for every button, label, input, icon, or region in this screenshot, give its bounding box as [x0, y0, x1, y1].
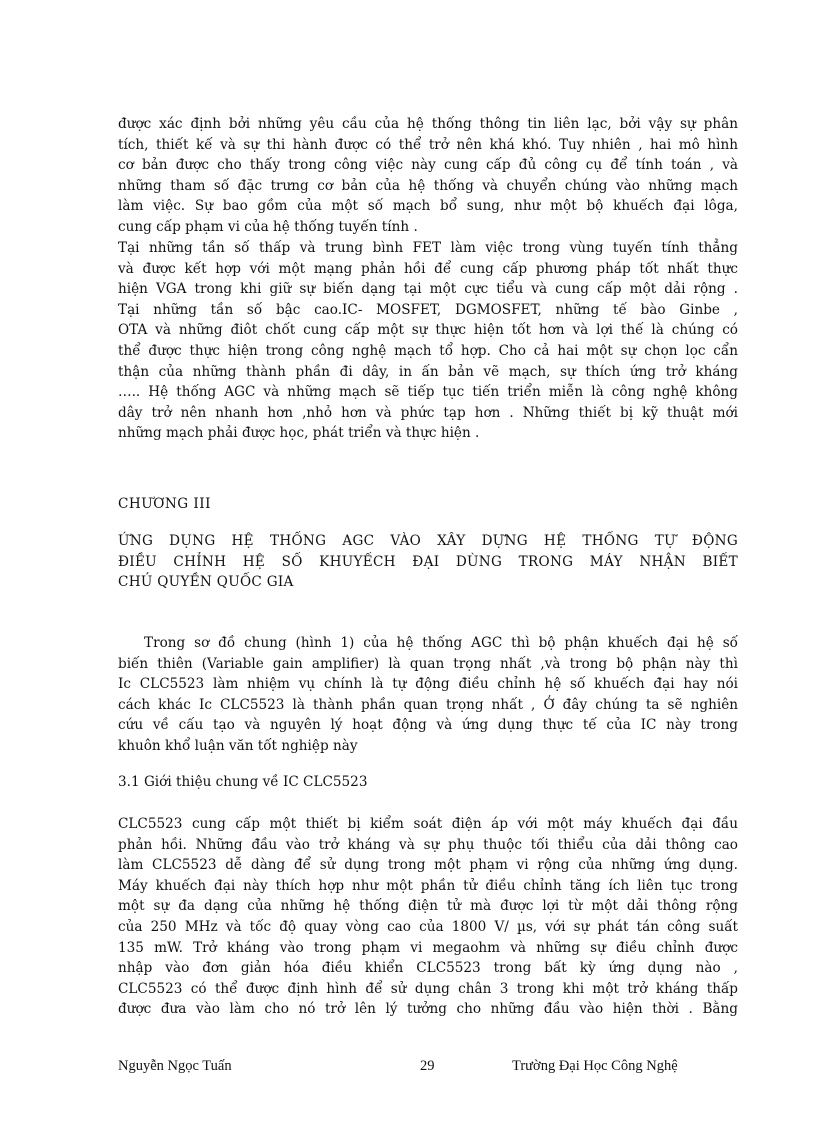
intro-paragraph: [118, 114, 738, 238]
text-line: cơ bản được cho thấy trong công việc này cung cấp đủ công cụ để tính toán , và: [118, 157, 738, 174]
text-line: Tại những tần số bậc cao.IC- MOSFET, DGMOSFET, những tế bào Ginbe ,: [118, 301, 738, 318]
text-line: 135 mW. Trở kháng vào trong phạm vi megaohm và những sự điều chỉnh được: [118, 939, 738, 956]
footer-page-number: 29: [420, 1058, 435, 1074]
text-line: Máy khuếch đại này thích hợp như một phần tử điều chỉnh tăng ích liên tục trong: [118, 877, 738, 894]
title-line: ĐIỀU CHỈNH HỆ SỐ KHUYẾCH ĐẠI DÙNG TRONG MÁY NHẬN BIẾT: [118, 553, 738, 570]
text-line: cung cấp phạm vi của hệ thống tuyến tính .: [118, 218, 418, 235]
text-line: Trong sơ đồ chung (hình 1) của hệ thống AGC thì bộ phận khuếch đại hệ số: [144, 635, 738, 651]
section-heading-text: 3.1 Giới thiệu chung về IC CLC5523: [118, 774, 368, 790]
text-line: làm việc. Sự bao gồm của một số mạch bổ sung, như một bộ khuếch đại lôga,: [118, 198, 738, 215]
text-line: OTA và những điôt chốt cung cấp một sự thực hiện tốt hơn và lợi thế là chúng có: [118, 322, 738, 339]
text-line: biến thiên (Variable gain amplifier) là quan trọng nhất ,và trong bộ phận này thì: [118, 655, 738, 672]
text-line: làm CLC5523 dễ dàng để sử dụng trong một phạm vi rộng của những ứng dụng.: [118, 857, 738, 874]
text-line: CLC5523 có thể được định hình để sử dụng chân 3 trong khi một trở kháng thấp: [118, 980, 738, 997]
text-line: của 250 MHz và tốc độ quay vòng cao của 1800 V/ µs, với sự phát tán công suất: [118, 918, 738, 935]
text-line: nhập vào đơn giản hóa điều khiển CLC5523 trong bất kỳ ứng dụng nào ,: [118, 960, 738, 977]
text-line: và được kết hợp với một mạng phản hồi để cung cấp phương pháp tốt nhất thực: [118, 260, 738, 277]
text-line: Ic CLC5523 làm nhiệm vụ chính là tự động điều chỉnh hệ số khuếch đại hay nói: [118, 676, 738, 693]
clc5523-paragraph: [118, 814, 738, 1020]
footer-school: Trường Đại Học Công Nghệ: [512, 1058, 678, 1074]
text-line: tích, thiết kế và sự thi hành được có thể trở nên khá khó. Tuy nhiên , hai mô hình: [118, 136, 738, 153]
text-line: CLC5523 cung cấp một thiết bị kiểm soát điện áp với một máy khuếch đại đầu: [118, 816, 738, 832]
text-line: những mạch phải được học, phát triển và thực hiện .: [118, 425, 480, 442]
overview-paragraph: [118, 633, 738, 757]
text-line: dây trở nên nhanh hơn ,nhỏ hơn và phức tạp hơn . Những thiết bị kỹ thuật mới: [118, 404, 738, 421]
text-line: được đưa vào làm cho nó trở lên lý tưởng cho những đầu vào hiện thời . Bằng: [118, 1001, 738, 1018]
fet-paragraph: [118, 238, 738, 444]
text-line: cách khác Ic CLC5523 là thành phần quan trọng nhất , Ở đây chúng ta sẽ nghiên: [118, 696, 738, 713]
text-line: cứu về cấu tạo và nguyên lý hoạt động và ứng dụng thực tế của IC này trong: [118, 717, 738, 734]
footer-author: Nguyễn Ngọc Tuấn: [118, 1058, 232, 1074]
section-heading: [118, 772, 738, 793]
text-line: ….. Hệ thống AGC và những mạch sẽ tiếp tục tiến triển miễn là công nghệ không: [118, 384, 738, 401]
text-line: được xác định bởi những yêu cầu của hệ thống thông tin liên lạc, bởi vậy sự phân: [118, 116, 738, 132]
title-line: ỨNG DỤNG HỆ THỐNG AGC VÀO XÂY DỰNG HỆ THỐNG TỰ ĐỘNG: [118, 533, 738, 549]
text-line: phản hồi. Những đầu vào trở kháng và sự phụ thuộc tối thiểu của dải thông cao: [118, 836, 738, 853]
text-line: thận của những thành phần đi dây, in ấn bản vẽ mạch, sự thích ứng trở kháng: [118, 363, 738, 380]
chapter-title: [118, 531, 738, 593]
text-line: hiện VGA trong khi giữ sự biến dạng tại một cực tiểu và cung cấp một dải rộng .: [118, 281, 738, 298]
text-line: khuôn khổ luận văn tốt nghiệp này: [118, 737, 358, 754]
chapter-label: CHƯƠNG III: [118, 496, 212, 512]
text-line: Tại những tần số thấp và trung bình FET làm việc trong vùng tuyến tính thẳng: [118, 240, 738, 256]
text-line: những tham số đặc trưng cơ bản của hệ thống và chuyển chúng vào những mạch: [118, 177, 738, 194]
text-line: một sự đa dạng của những hệ thống điện tử mà được lợi từ một dải thông rộng: [118, 898, 738, 915]
title-line: CHỦ QUYỀN QUỐC GIA: [118, 574, 294, 591]
page-footer: [118, 1058, 698, 1078]
text-line: thể được thực hiện trong công nghệ mạch tổ hợp. Cho cả hai một sự chọn lọc cẩn: [118, 342, 738, 359]
